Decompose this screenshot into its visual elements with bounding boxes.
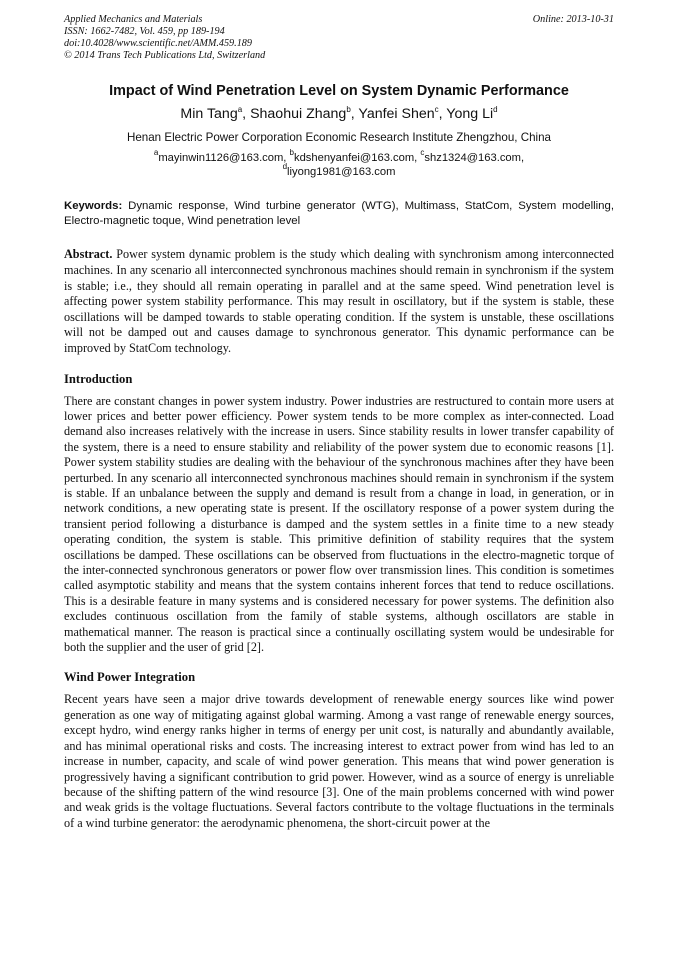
affiliation: Henan Electric Power Corporation Economic Research Institute Zhengzhou, China: [126, 131, 552, 144]
author-name: Yanfei Shen: [358, 106, 435, 122]
abstract: [64, 247, 614, 356]
author-separator: ,: [438, 106, 447, 122]
email-list: [64, 148, 614, 179]
email-address: kdshenyanfei@163.com,: [293, 152, 421, 164]
email-line: [64, 148, 614, 165]
online-date: Online: 2013-10-31: [532, 14, 614, 25]
email-sup: a: [153, 148, 159, 157]
journal-masthead: [64, 14, 614, 62]
doi-line: doi:10.4028/www.scientific.net/AMM.459.189: [64, 38, 252, 49]
email-sup: d: [282, 162, 288, 171]
author-sup: c: [434, 105, 439, 114]
author-name: Shaohui Zhang: [250, 106, 347, 122]
email-sup: c: [420, 148, 425, 157]
email-address: liyong1981@163.com: [287, 166, 396, 178]
paper-title: Impact of Wind Penetration Level on System Dynamic Performance: [109, 83, 569, 99]
email-sup: b: [289, 148, 294, 157]
author-separator: ,: [242, 106, 251, 122]
email-line: [64, 162, 614, 179]
keywords-text: Dynamic response, Wind turbine generator (WTG), Multimass, StatCom, System modelling, Electro-magnetic toque, Wind penetration level: [64, 200, 614, 228]
author-sup: a: [237, 105, 243, 114]
keywords-label: Keywords:: [64, 200, 123, 212]
copyright-line: © 2014 Trans Tech Publications Ltd, Switzerland: [64, 50, 266, 61]
author-sup: b: [346, 105, 351, 114]
author-sup: d: [493, 105, 498, 114]
email-address: mayinwin1126@163.com,: [158, 152, 290, 164]
author-list: [64, 105, 614, 123]
abstract-text: Power system dynamic problem is the study which dealing with synchronism among interconnected machines. In any scenario all interconnected synchronous machines should remain in synchronism if the system is stable; i.e., they should all remain operating in parallel and at the same speed. Wind penetration level is affecting power system stability performance. This may result in oscillatory, but if the system is stable, these oscillations will be damped towards to stable operating condition. If the system is unstable, these oscillations will not be damped out and causes damage to synchronous generator. This dynamic performance can be improved by StatCom technology.: [64, 247, 614, 355]
email-address: shz1324@163.com,: [424, 152, 525, 164]
abstract-label: Abstract.: [64, 247, 113, 262]
section-body-wind-power-integration: Recent years have seen a major drive towards development of renewable energy sources like wind power generation as one way of mitigating against global warming. Among a vast range of renewable energy sources, except hydro, wind energy ranks higher in terms of energy per unit cost, is naturally and abundantly available, and has minimal operational risks and costs. The increasing interest to extract power from wind has led to an increase in number, capacity, and scale of wind power generation. This means that wind power generation is progressively having a significant contribution to grid power. However, wind as a source of energy is unreliable because of the shifting pattern of the wind resource [3]. One of the main problems concerned with wind power and weak grids is the voltage fluctuations. Several factors contribute to the voltage fluctuations in the terminals of a wind turbine generator: the aerodynamic phenomena, the short-circuit power at the: [64, 692, 614, 830]
author-name: Yong Li: [446, 106, 494, 122]
keywords: [64, 199, 614, 229]
section-heading-wind-power-integration: Wind Power Integration: [64, 670, 196, 685]
paper-page: [64, 14, 614, 831]
author-separator: ,: [350, 106, 359, 122]
issn-line: ISSN: 1662-7482, Vol. 459, pp 189-194: [64, 26, 225, 37]
author-name: Min Tang: [180, 106, 238, 122]
section-heading-introduction: Introduction: [64, 371, 133, 386]
journal-name: Applied Mechanics and Materials: [64, 14, 203, 25]
section-body-introduction: There are constant changes in power system industry. Power industries are restructured to contain more users at lower prices and better power efficiency. Power system tends to be more complex as inter-connected. Load demand also increases relatively with the increase in users. Since stability results in lower transfer capability of the system, there is a need to ensure stability and reliability of the power system due to economic reasons [1]. Power system stability studies are dealing with the behaviour of the synchronous machines after they have been perturbed. In any scenario all interconnected synchronous machines should remain in synchronism if the system is stable. If an unbalance between the supply and demand is result from a change in load, in generation, or in network conditions, a new operating state is present. If the oscillatory response of a power system during the transient period following a disturbance is damped and the system settles in a finite time to a new steady operating condition, the system is stable. This primitive definition of stability requires that the system oscillations be damped. These oscillations can be observed from fluctuations in the electro-magnetic torque of the inter-connected synchronous generators or power flow over transmission lines. This condition is sometimes called asymptotic stability and means that the system contains inherent forces that tend to reduce oscillations. This is a desirable feature in many systems and is considered necessary for power systems. The definition also excludes continuous oscillation from the family of stable systems, although oscillators are stable in mathematical manner. The reason is practical since a continually oscillating system would be undesirable for both the supplier and the user of grid [2].: [64, 393, 614, 655]
